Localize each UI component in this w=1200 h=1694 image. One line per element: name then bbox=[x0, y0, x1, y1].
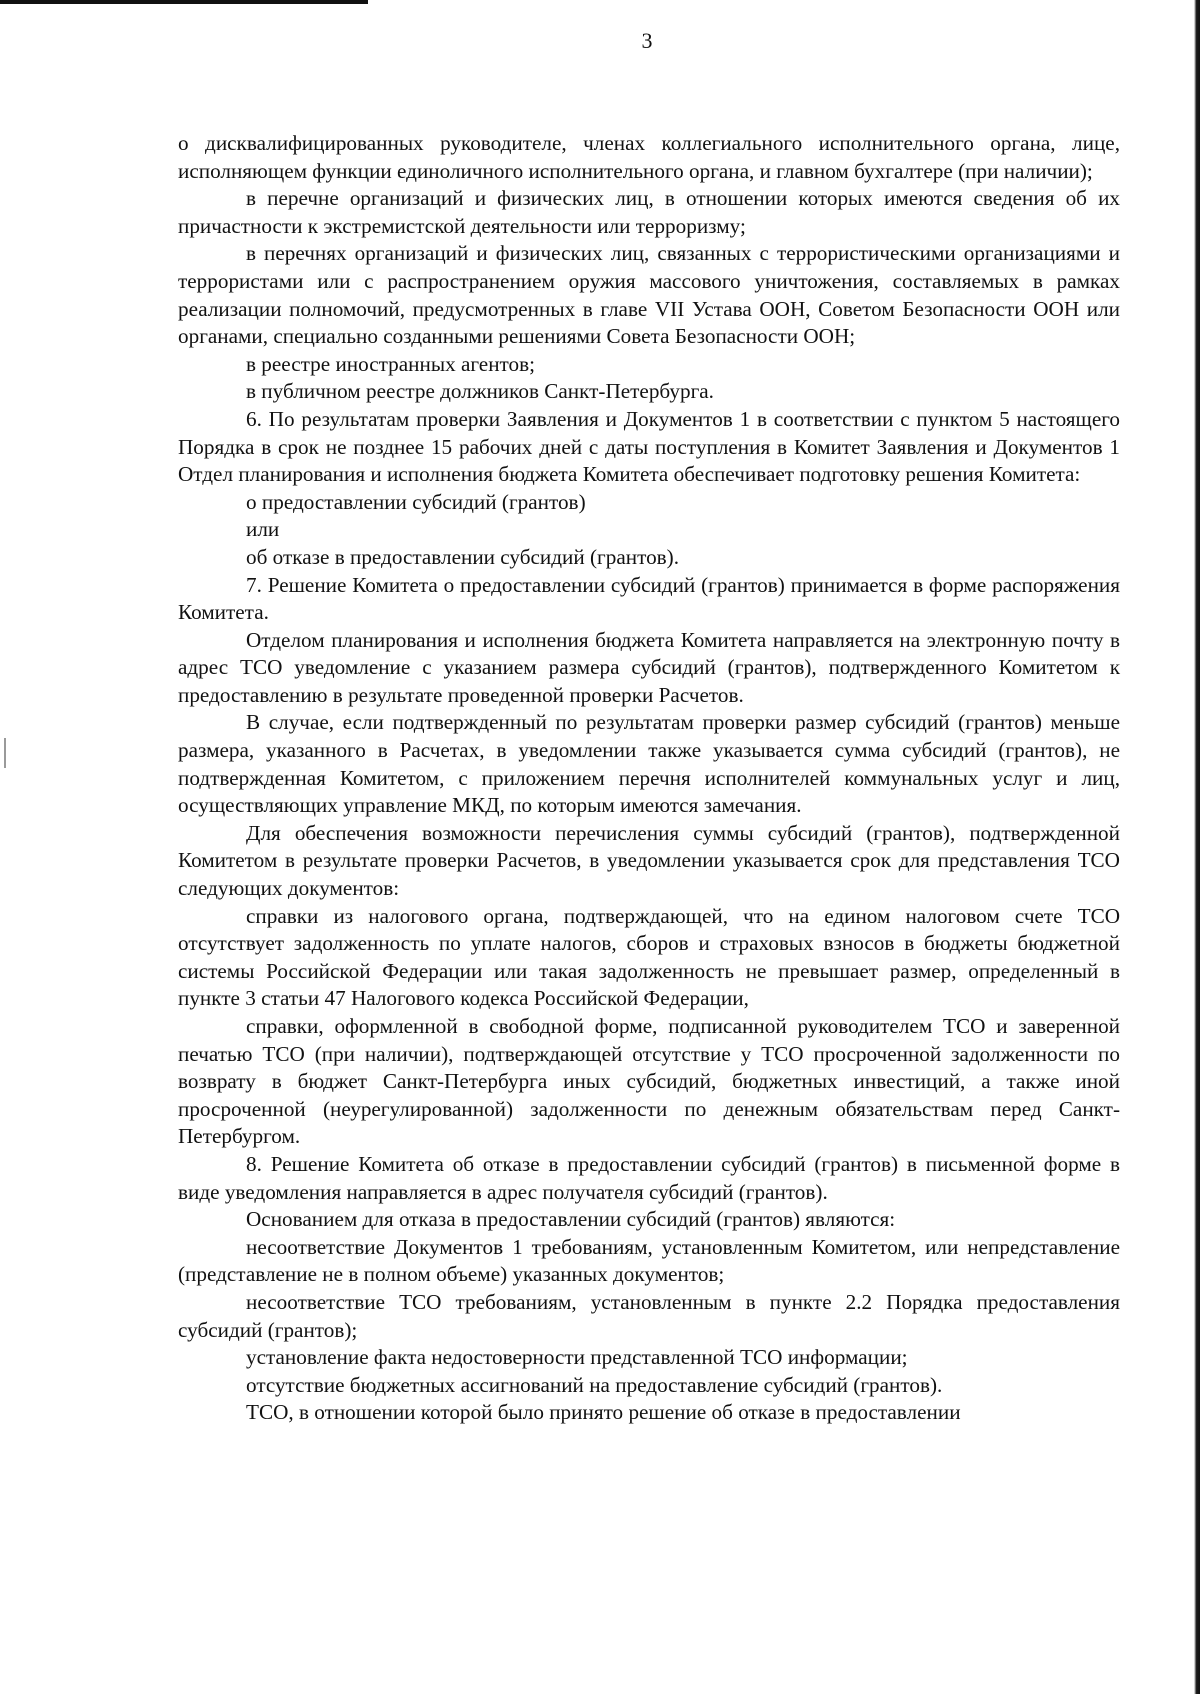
top-rule bbox=[0, 0, 368, 4]
page-number: 3 bbox=[641, 28, 653, 53]
paragraph: В случае, если подтвержденный по результатам проверки размер субсидий (грантов) меньше размера, указанного в Расчетах, в уведомлении также указывается сумма субсидий (грантов), не подтвержденная Комитетом, с приложением перечня исполнителей коммунальных услуг и лиц, осуществляющих управление МКД, по которым имеются замечания. bbox=[178, 710, 1120, 818]
paragraph: в реестре иностранных агентов; bbox=[246, 351, 535, 376]
scan-edge bbox=[1194, 0, 1200, 1694]
paragraph: 6. По результатам проверки Заявления и Документов 1 в соответствии с пунктом 5 настоящего Порядка в срок не позднее 15 рабочих дней с даты поступления в Комитет Заявления и Документов 1 Отдел планирования и исполнения бюджета Комитета обеспечивает подготовку решения Комитета: bbox=[178, 406, 1120, 487]
paragraph: в публичном реестре должников Санкт-Петербурга. bbox=[246, 379, 714, 404]
paragraph: Отделом планирования и исполнения бюджета Комитета направляется на электронную почту в адрес ТСО уведомление с указанием размера субсидий (грантов), подтвержденного Комитетом к предоставлению в результате проведенной проверки Расчетов. bbox=[178, 627, 1120, 707]
paragraph: 7. Решение Комитета о предоставлении субсидий (грантов) принимается в форме распоряжения Комитета. bbox=[178, 572, 1120, 625]
paragraph: справки, оформленной в свободной форме, подписанной руководителем ТСО и заверенной печатью ТСО (при наличии), подтверждающей отсутствие у ТСО просроченной задолженности по возврату в бюджет Санкт-Петербурга иных субсидий, бюджетных инвестиций, а также иной просроченной (неурегулированной) задолженности по денежным обязательствам перед Санкт-Петербургом. bbox=[178, 1014, 1120, 1149]
paragraph: в перечнях организаций и физических лиц, связанных с террористическими организациями и террористами или с распространением оружия массового уничтожения, составляемых в рамках реализации полномочий, предусмотренных в главе VII Устава ООН, Советом Безопасности ООН или органами, специально созданными решениями Совета Безопасности ООН; bbox=[178, 241, 1120, 349]
paragraph: Для обеспечения возможности перечисления суммы субсидий (грантов), подтвержденной Комитетом в результате проверки Расчетов, в уведомлении указывается срок для представления ТСО следующих документов: bbox=[178, 820, 1120, 901]
paragraph: об отказе в предоставлении субсидий (грантов). bbox=[246, 544, 680, 569]
document-body bbox=[178, 130, 1120, 1427]
paragraph: Основанием для отказа в предоставлении субсидий (грантов) являются: bbox=[246, 1207, 896, 1232]
paragraph: ТСО, в отношении которой было принято решение об отказе в предоставлении bbox=[246, 1400, 961, 1425]
margin-mark bbox=[4, 738, 6, 768]
paragraph: о дисквалифицированных руководителе, членах коллегиального исполнительного органа, лице, исполняющем функции единоличного исполнительного органа, и главном бухгалтере (при наличии); bbox=[178, 131, 1120, 183]
paragraph: о предоставлении субсидий (грантов) bbox=[246, 489, 586, 514]
paragraph: несоответствие Документов 1 требованиям, установленным Комитетом, или непредставление (представление не в полном объеме) указанных документов; bbox=[178, 1234, 1120, 1287]
paragraph: несоответствие ТСО требованиям, установленным в пункте 2.2 Порядка предоставления субсидий (грантов); bbox=[178, 1289, 1120, 1342]
paragraph: установление факта недостоверности представленной ТСО информации; bbox=[246, 1345, 908, 1370]
paragraph: отсутствие бюджетных ассигнований на предоставление субсидий (грантов). bbox=[246, 1372, 943, 1397]
paragraph: 8. Решение Комитета об отказе в предоставлении субсидий (грантов) в письменной форме в виде уведомления направляется в адрес получателя субсидий (грантов). bbox=[178, 1151, 1120, 1204]
paragraph: справки из налогового органа, подтверждающей, что на едином налоговом счете ТСО отсутствует задолженность по уплате налогов, сборов и страховых взносов в бюджеты бюджетной системы Российской Федерации или такая задолженность не превышает размер, определенный в пункте 3 статьи 47 Налогового кодекса Российской Федерации, bbox=[178, 903, 1120, 1011]
paragraph: или bbox=[246, 517, 280, 542]
paragraph: в перечне организаций и физических лиц, в отношении которых имеются сведения об их причастности к экстремистской деятельности или терроризму; bbox=[178, 186, 1120, 238]
